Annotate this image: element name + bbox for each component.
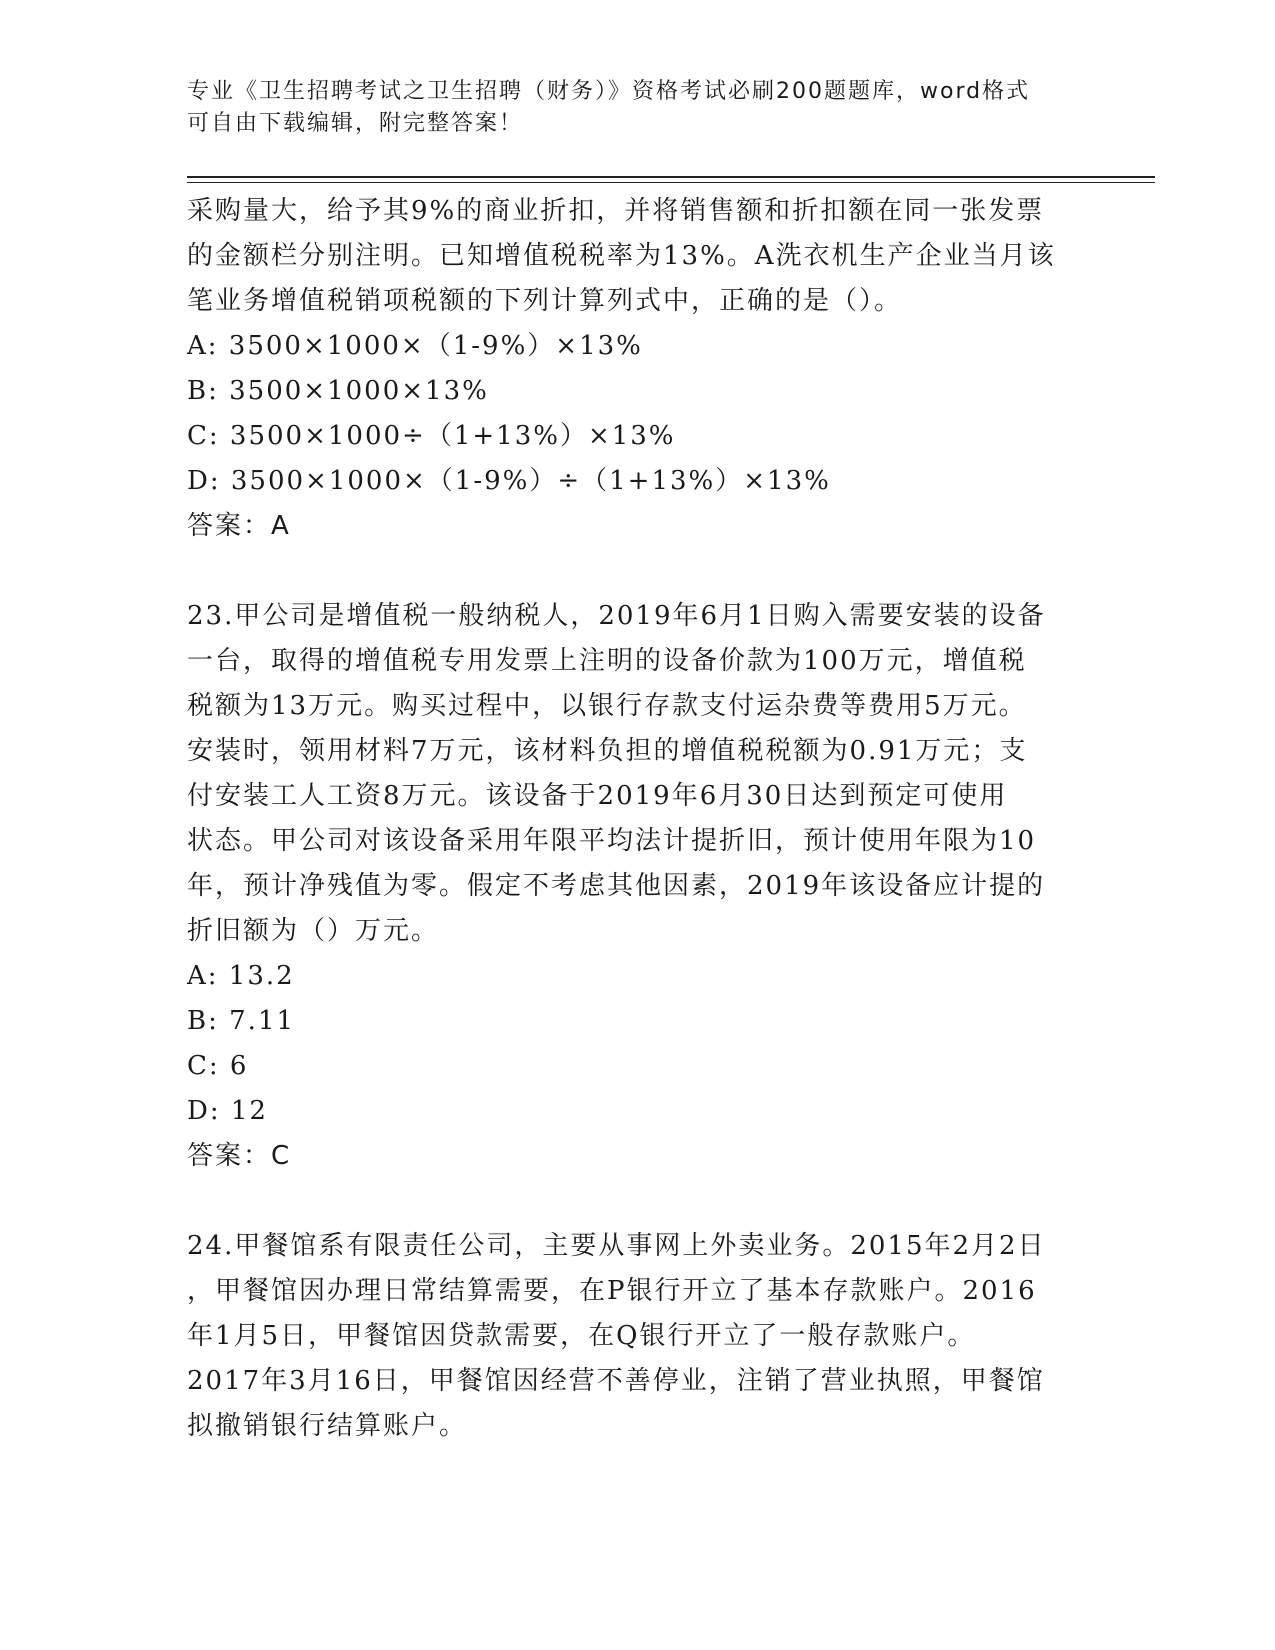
question-text-line: ，甲餐馆因办理日常结算需要，在P银行开立了基本存款账户。2016 [187,1276,1037,1306]
option-b: B: 3500×1000×13% [187,376,489,406]
header-divider-thin [187,182,1155,183]
spacer [187,549,1087,594]
question-text-line: 税额为13万元。购买过程中，以银行存款支付运杂费等费用5万元。 [187,691,1027,721]
question-text-line: 的金额栏分别注明。已知增值税税率为13%。A洗衣机生产企业当月该 [187,241,1056,271]
question-text-line: 付安装工人工资8万元。该设备于2019年6月30日达到预定可使用 [187,781,1008,811]
question-text-line: 年，预计净残值为零。假定不考虑其他因素，2019年该设备应计提的 [187,871,1046,901]
page-header [187,76,1067,140]
question-text-line: 23.甲公司是增值税一般纳税人，2019年6月1日购入需要安装的设备 [187,601,1046,631]
question-text-line: 一台，取得的增值税专用发票上注明的设备价款为100万元，增值税 [187,646,1027,676]
document-body [187,189,1087,1449]
option-d: D: 12 [187,1096,268,1126]
option-a: A: 3500×1000×（1-9%）×13% [187,331,643,361]
option-b: B: 7.11 [187,1006,296,1036]
question-text-line: 年1月5日，甲餐馆因贷款需要，在Q银行开立了一般存款账户。 [187,1321,976,1351]
question-text-line: 状态。甲公司对该设备采用年限平均法计提折旧，预计使用年限为10 [187,826,1037,856]
option-c: C: 6 [187,1051,249,1081]
option-a: A: 13.2 [187,961,295,991]
question-text-line: 折旧额为（）万元。 [187,916,440,946]
question-24 [187,1224,1087,1449]
question-22 [187,189,1087,549]
question-text-line: 24.甲餐馆系有限责任公司，主要从事网上外卖业务。2015年2月2日 [187,1231,1046,1261]
answer-line: 答案：C [187,1141,292,1171]
question-text-line: 2017年3月16日，甲餐馆因经营不善停业，注销了营业执照，甲餐馆 [187,1366,1045,1396]
question-text-line: 安装时，领用材料7万元，该材料负担的增值税税额为0.91万元；支 [187,736,1028,766]
option-c: C: 3500×1000÷（1+13%）×13% [187,421,676,451]
spacer [187,1179,1087,1224]
answer-line: 答案：A [187,511,291,541]
question-text-line: 拟撤销银行结算账户。 [187,1411,468,1441]
question-text-line: 笔业务增值税销项税额的下列计算列式中，正确的是（）。 [187,286,903,316]
question-23 [187,594,1087,1179]
option-d: D: 3500×1000×（1-9%）÷（1+13%）×13% [187,466,831,496]
header-line-2: 可自由下载编辑，附完整答案！ [187,111,524,136]
question-text-line: 采购量大，给予其9%的商业折扣，并将销售额和折扣额在同一张发票 [187,196,1045,226]
header-divider-thick [187,176,1155,178]
header-line-1: 专业《卫生招聘考试之卫生招聘（财务）》资格考试必刷200题题库，word格式 [187,79,1031,104]
